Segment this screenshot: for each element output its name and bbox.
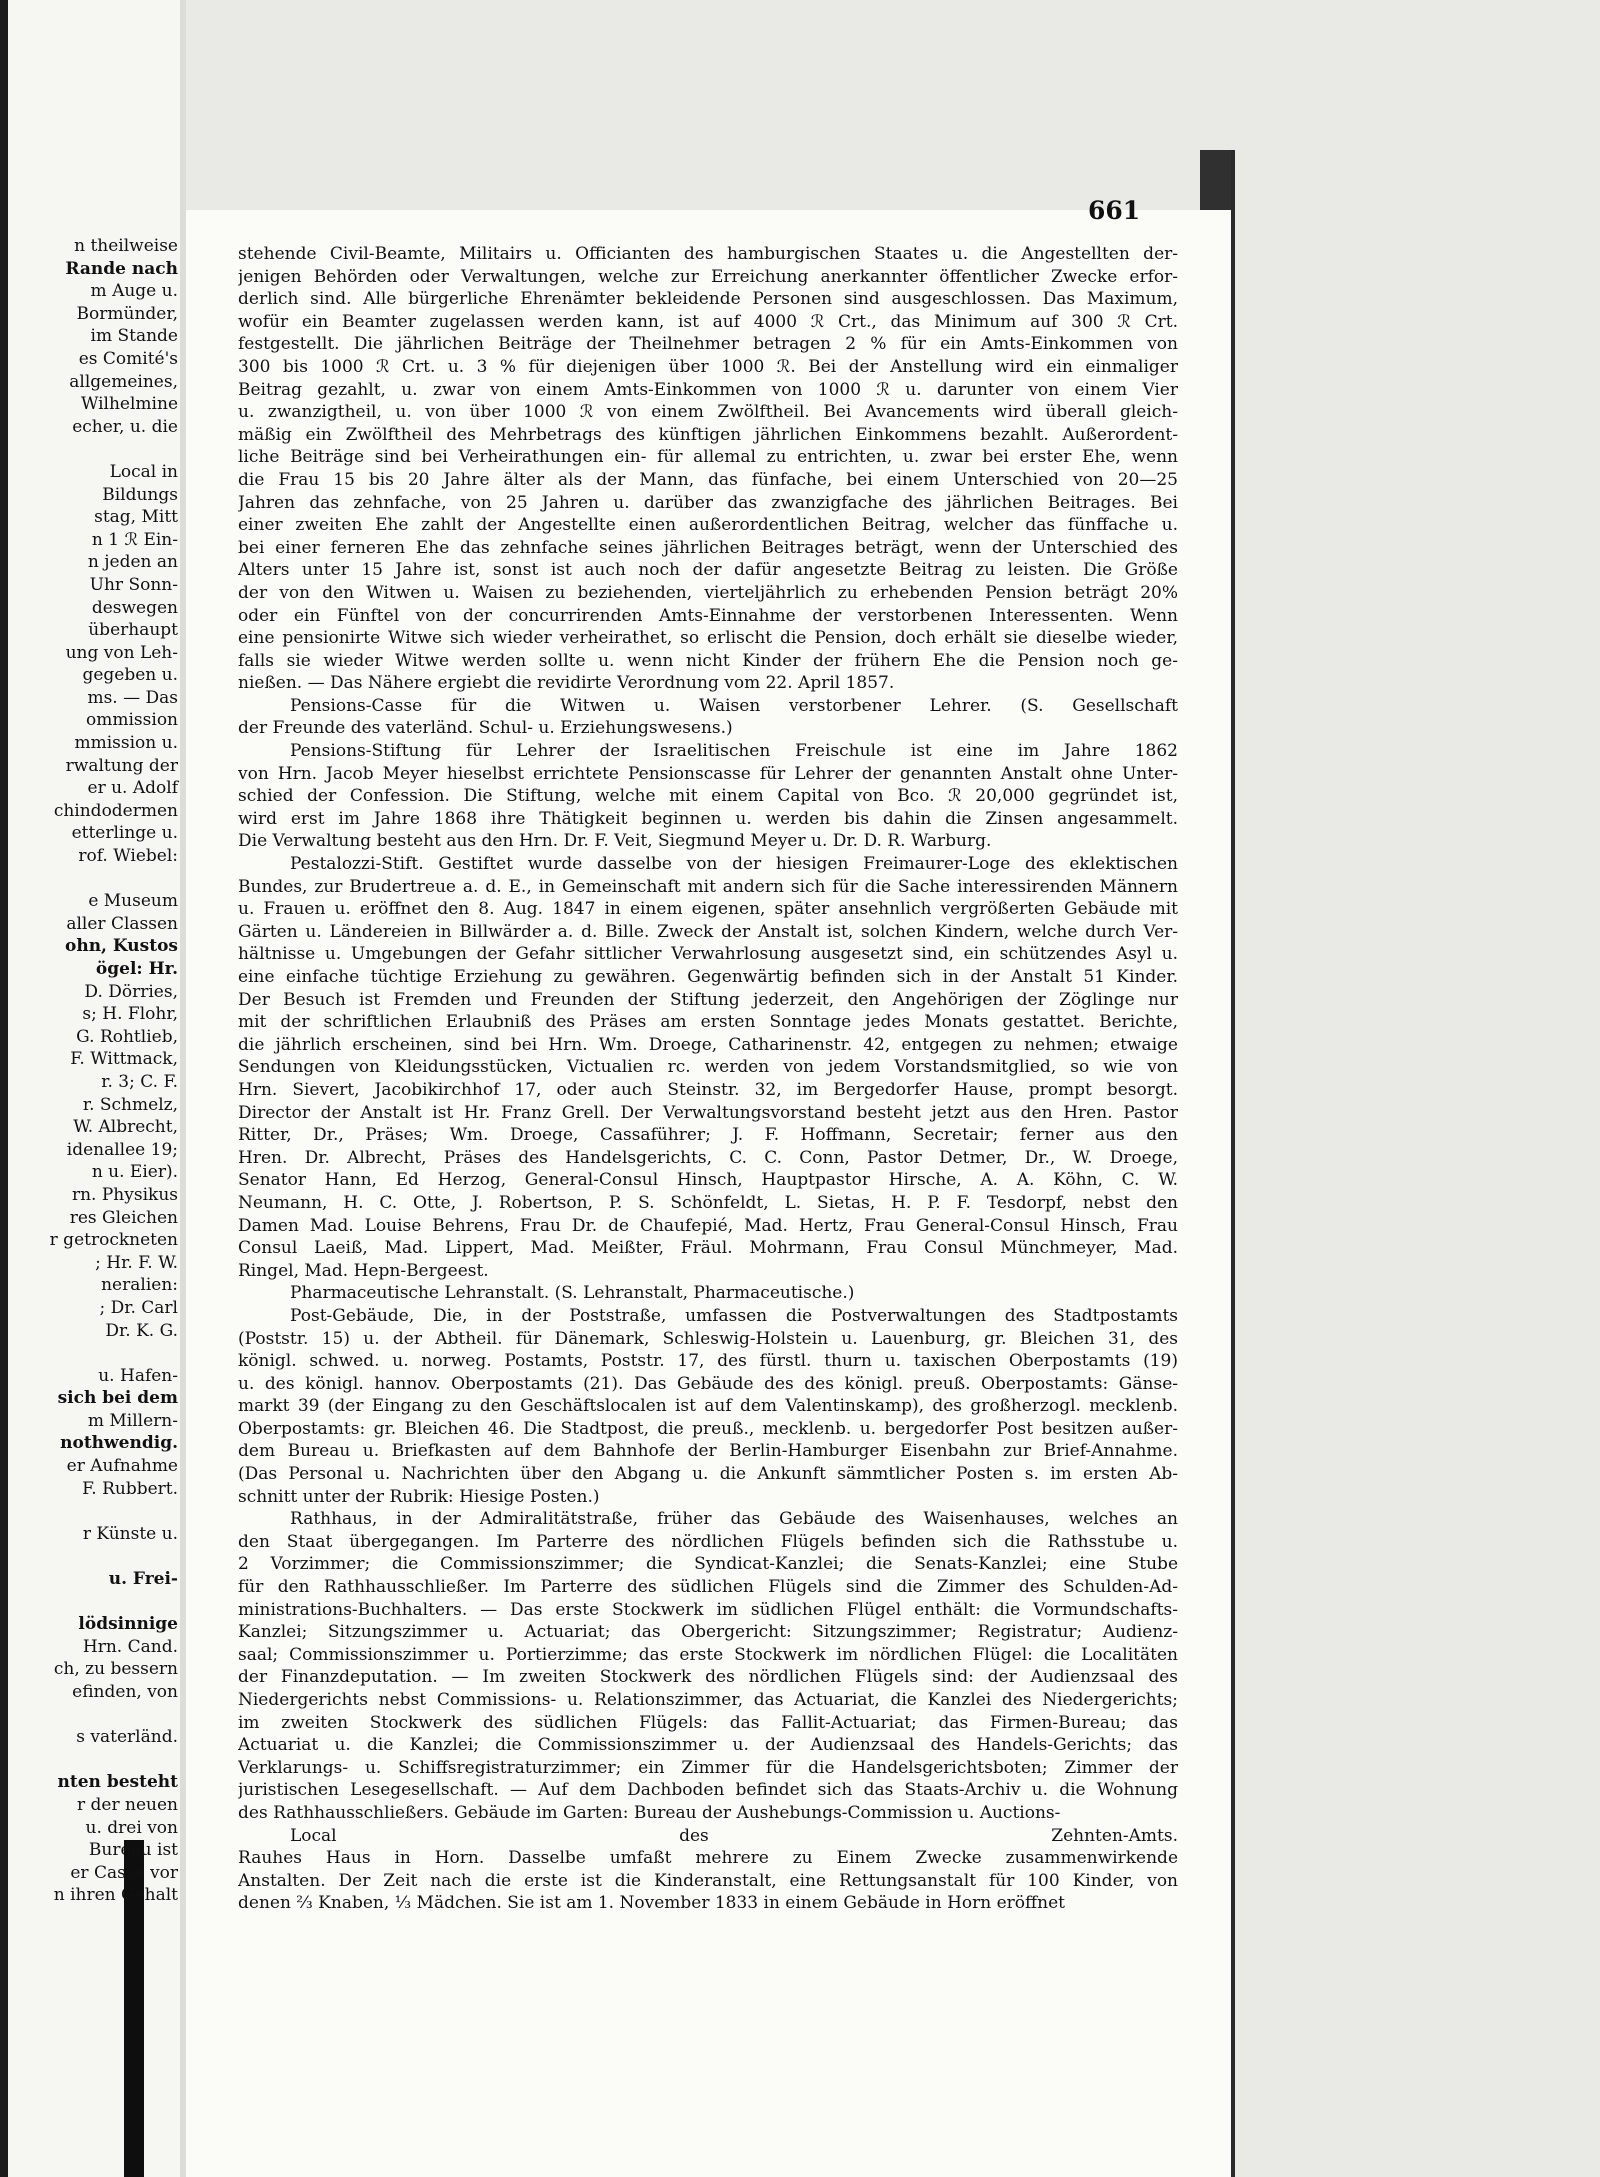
left-page-line: Dr. K. G.	[105, 1320, 178, 1341]
left-page-line: u. Hafen-	[98, 1365, 178, 1386]
text-line: Gärten u. Ländereien in Billwärder a. d. Bille. Zweck der Anstalt ist, solchen Kindern, welche durch Ver-	[238, 921, 1178, 942]
left-page-line: G. Rohtlieb,	[76, 1026, 178, 1047]
text-line: Damen Mad. Louise Behrens, Frau Dr. de Chaufepié, Mad. Hertz, Frau General-Consul Hinsch, Frau	[238, 1215, 1178, 1236]
left-page-gap	[10, 1342, 178, 1365]
text-line: wofür ein Beamter zugelassen werden kann, ist auf 4000 ℛ Crt., das Minimum auf 300 ℛ Crt.	[238, 311, 1178, 332]
left-page-line: n u. Eier).	[91, 1162, 178, 1183]
page-number: 661	[1088, 196, 1141, 225]
left-page-line: ohn, Kustos	[65, 936, 178, 957]
left-page-line: er Casse vor	[70, 1862, 178, 1883]
text-line: Beitrag gezahlt, u. zwar von einem Amts-Einkommen von 1000 ℛ u. darunter von einem Vier	[238, 379, 1178, 400]
text-line: Director der Anstalt ist Hr. Franz Grell. Der Verwaltungsvorstand besteht jetzt aus den Hren. Pastor	[238, 1102, 1178, 1123]
left-edge-shadow	[0, 0, 8, 2177]
left-page-line: F. Rubbert.	[82, 1478, 178, 1499]
text-line: u. zwanzigtheil, u. von über 1000 ℛ von einem Zwölftheil. Bei Avancements wird überall gleich-	[238, 402, 1178, 423]
left-page-line: n theilweise	[74, 236, 178, 256]
left-page-line: n ihren Gehalt	[53, 1885, 178, 1906]
text-line: einer zweiten Ehe zahlt der Angestellte einen außerordentlichen Beitrag, welcher das fünffache u.	[238, 515, 1178, 536]
text-line: Actuariat u. die Kanzlei; die Commissionszimmer u. der Audienzsaal des Handels-Gerichts; das	[238, 1735, 1178, 1756]
left-page-line: rn. Physikus	[71, 1184, 178, 1205]
entry-heading-line: Rathhaus, in der Admiralitätstraße, früher das Gebäude des Waisenhauses, welches an	[290, 1509, 1178, 1530]
text-line: jenigen Behörden oder Verwaltungen, welche zur Erreichung anerkannter öffentlicher Zwecke erfor-	[238, 266, 1178, 287]
text-line: 2 Vorzimmer; die Commissionszimmer; die Syndicat-Kanzlei; die Senats-Kanzlei; eine Stube	[238, 1554, 1178, 1575]
left-page-line: efinden, von	[72, 1682, 178, 1702]
text-line: mäßig ein Zwölftheil des Mehrbetrags des künftigen jährlichen Einkommens bezahlt. Außerordent-	[238, 424, 1178, 445]
text-line: u. Frauen u. eröffnet den 8. Aug. 1847 in einem eigenen, später ansehnlich vergrößerten Gebäude mit	[238, 899, 1178, 920]
text-line: denen ⅔ Knaben, ⅓ Mädchen. Sie ist am 1. November 1833 in einem Gebäude in Horn eröffnet	[238, 1893, 1065, 1914]
left-page-line: Bildungs	[102, 484, 178, 505]
text-line: Hren. Dr. Albrecht, Präses des Handelsgerichts, C. C. Conn, Pastor Detmer, Dr., W. Droege,	[238, 1147, 1178, 1168]
left-page-line: sich bei dem	[57, 1388, 178, 1409]
left-page-line: etterlinge u.	[71, 823, 178, 844]
text-line: die jährlich erscheinen, sind bei Hrn. Wm. Droege, Catharinenstr. 42, entgegen zu nehmen; etwaige	[238, 1034, 1178, 1055]
left-page-gap	[10, 438, 178, 461]
text-line: hältnisse u. Umgebungen der Gefahr sittlicher Verwahrlosung ausgesetzt sind, ein schützendes Asyl u.	[238, 944, 1178, 965]
text-line: Die Verwaltung besteht aus den Hrn. Dr. F. Veit, Siegmund Meyer u. Dr. D. R. Warburg.	[238, 831, 992, 852]
text-line: liche Beiträge sind bei Verheirathungen ein- für allemal zu entrichten, u. zwar bei erster Ehe, wenn	[238, 447, 1178, 468]
text-line: u. des königl. hannov. Oberpostamts (21). Das Gebäude des des königl. preuß. Oberpostamts: Gänse-	[238, 1373, 1178, 1394]
text-line: Niedergerichts nebst Commissions- u. Relationszimmer, das Actuariat, die Kanzlei des Niedergerichts;	[238, 1690, 1178, 1710]
main-text-column	[238, 243, 1178, 1915]
left-page-line: ; Hr. F. W.	[95, 1252, 178, 1273]
left-page-gap	[10, 1545, 178, 1568]
text-line: schnitt unter der Rubrik: Hiesige Posten.)	[238, 1486, 600, 1507]
text-line: die Frau 15 bis 20 Jahre älter als der Mann, das fünfache, bei einem Unterschied von 20—25	[238, 469, 1178, 490]
left-page-line: rof. Wiebel:	[78, 846, 178, 867]
left-page-line: n jeden an	[87, 552, 178, 573]
left-page-line: r. 3; C. F.	[101, 1071, 178, 1092]
text-line: bei einer ferneren Ehe das zehnfache seines jährlichen Beitrages beträgt, wenn der Unterschied des	[238, 537, 1178, 558]
text-line: von Hrn. Jacob Meyer hieselbst errichtete Pensionscasse für Lehrer der genannten Anstalt ohne Unter-	[238, 763, 1178, 784]
left-page-gap	[10, 1591, 178, 1614]
text-line: des Rathhausschließers. Gebäude im Garten: Bureau der Aushebungs-Commission u. Auctions-	[238, 1802, 1061, 1823]
text-line: stehende Civil-Beamte, Militairs u. Officianten des hamburgischen Staates u. die Angestellten der-	[238, 244, 1178, 264]
left-page-line: F. Wittmack,	[70, 1049, 178, 1070]
left-page-line: Wilhelmine	[80, 394, 178, 415]
left-page-line: idenallee 19;	[66, 1139, 178, 1160]
left-page-line: e Museum	[88, 891, 178, 912]
left-page-line: chindodermen	[53, 800, 178, 821]
left-page-line: ommission	[86, 710, 178, 731]
left-page-line: Hrn. Cand.	[82, 1636, 178, 1657]
text-line: (Poststr. 15) u. der Abtheil. für Dänemark, Schleswig-Holstein u. Lauenburg, gr. Bleichen 31, des	[238, 1328, 1178, 1349]
left-page-line: s vaterländ.	[76, 1727, 178, 1748]
text-line: Kanzlei; Sitzungszimmer u. Actuariat; das Obergericht: Sitzungszimmer; Registratur; Audienz-	[238, 1622, 1178, 1643]
left-page-line: mmission u.	[74, 733, 178, 754]
left-page-gap	[10, 1749, 178, 1772]
left-page-line: r getrockneten	[49, 1230, 178, 1251]
text-line: ministrations-Buchhalters. — Das erste Stockwerk im südlichen Flügel enthält: die Vormundschafts-	[238, 1599, 1178, 1620]
left-page-line: s; H. Flohr,	[82, 1004, 178, 1025]
text-line: Oberpostamts: gr. Bleichen 46. Die Stadtpost, die preuß., mecklenb. u. bergedorfer Post besitzen außer-	[238, 1418, 1178, 1439]
left-page-line: Bormünder,	[76, 303, 178, 324]
left-page-gap	[10, 868, 178, 891]
left-page-line: Uhr Sonn-	[89, 574, 178, 595]
text-line: Ritter, Dr., Präses; Wm. Droege, Cassaführer; J. F. Hoffmann, Secretair; ferner aus den	[238, 1125, 1178, 1146]
left-page-line: D. Dörries,	[84, 981, 178, 1002]
text-line: Der Besuch ist Fremden und Freunden der Stiftung jederzeit, den Angehörigen der Zöglinge nur	[238, 989, 1178, 1010]
text-line: Rauhes Haus in Horn. Dasselbe umfaßt mehrere zu Einem Zwecke zusammenwirkende	[238, 1848, 1178, 1869]
text-line: Senator Hann, Ed Herzog, General-Consul Hinsch, Hauptpastor Hirsche, A. A. Köhn, C. W.	[238, 1170, 1178, 1191]
left-page-gap	[10, 1500, 178, 1523]
left-page-line: es Comité's	[78, 348, 178, 369]
left-page-text-column	[10, 235, 178, 1907]
left-page-line: n 1 ℛ Ein-	[91, 529, 178, 550]
entry-heading-line: Local des Zehnten-Amts.	[290, 1825, 1178, 1846]
left-page-line: r der neuen	[77, 1794, 178, 1815]
binding-corner	[1200, 150, 1231, 210]
text-line: schied der Confession. Die Stiftung, welche mit einem Capital von Bco. ℛ 20,000 gegründet ist,	[238, 786, 1178, 807]
left-page-line: rwaltung der	[65, 755, 178, 776]
left-page-line: überhaupt	[88, 620, 178, 641]
text-line: nießen. — Das Nähere ergiebt die revidirte Verordnung vom 22. April 1857.	[238, 673, 895, 694]
left-page-line: ung von Leh-	[65, 642, 178, 663]
left-page-line: ; Dr. Carl	[99, 1297, 178, 1318]
text-line: Consul Laeiß, Mad. Lippert, Mad. Meißter, Fräul. Mohrmann, Frau Consul Münchmeyer, Mad.	[238, 1238, 1178, 1259]
entry-heading-line: Pensions-Casse für die Witwen u. Waisen verstorbener Lehrer. (S. Gesellschaft	[290, 695, 1178, 716]
text-line: der Freunde des vaterländ. Schul- u. Erziehungswesens.)	[238, 718, 733, 739]
left-page-line: gegeben u.	[82, 665, 178, 686]
text-line: Alters unter 15 Jahre ist, sonst ist auch noch der dafür angesetzte Beitrag zu leisten. Die Größe	[238, 560, 1178, 581]
left-page-line: lödsinnige	[78, 1614, 178, 1635]
text-line: mit der schriftlichen Erlaubniß des Präses am ersten Sonntage jedes Monats gestattet. Berichte,	[238, 1012, 1178, 1033]
text-line: Verklarungs- u. Schiffsregistraturzimmer; ein Zimmer für die Handelsgerichtsboten; Zimmer der	[238, 1757, 1178, 1778]
text-line: (Das Personal u. Nachrichten über den Abgang u. die Ankunft sämmtlicher Posten s. im ersten Ab-	[238, 1464, 1178, 1485]
text-line: Ringel, Mad. Hepn-Bergeest.	[238, 1260, 489, 1281]
left-page-line: Rande nach	[65, 258, 178, 279]
text-line: königl. schwed. u. norweg. Postamts, Poststr. 17, des fürstl. thurn u. taxischen Oberpostamts (19)	[238, 1351, 1178, 1372]
text-line: der Finanzdeputation. — Im zweiten Stockwerk des nördlichen Flügels sind: der Audienzsaal des	[238, 1667, 1178, 1688]
text-line: derlich sind. Alle bürgerliche Ehrenämter bekleidende Personen sind ausgeschlossen. Das Maximum,	[238, 289, 1178, 310]
text-line: markt 39 (der Eingang zu den Geschäftslocalen ist auf dem Valentinskamp), des großherzogl. mecklenb.	[238, 1396, 1178, 1417]
text-line: den Staat übergegangen. Im Parterre des nördlichen Flügels befinden sich die Rathsstube u.	[238, 1531, 1178, 1552]
entry-heading-line: Pensions-Stiftung für Lehrer der Israelitischen Freischule ist eine im Jahre 1862	[290, 741, 1178, 762]
left-page-line: r Künste u.	[82, 1523, 178, 1544]
left-page-line: ms. — Das	[87, 687, 178, 708]
text-line: dem Bureau u. Briefkasten auf dem Bahnhofe der Berlin-Hamburger Eisenbahn zur Brief-Annahme.	[238, 1441, 1178, 1462]
left-page-line: Local in	[109, 461, 178, 482]
text-line: 300 bis 1000 ℛ Crt. u. 3 % für diejenigen über 1000 ℛ. Bei der Anstellung wird ein einmaliger	[238, 356, 1178, 377]
left-page-line: u. drei von	[85, 1817, 178, 1838]
text-line: wird erst im Jahre 1868 ihre Thätigkeit beginnen u. werden bis dahin die Zinsen angesammelt.	[238, 808, 1178, 829]
left-page-line: aller Classen	[66, 913, 178, 934]
text-line: für den Rathhausschließer. Im Parterre des südlichen Flügels sind die Zimmer des Schulden-Ad-	[238, 1577, 1178, 1598]
left-page-line: echer, u. die	[72, 416, 178, 437]
left-page-line: neralien:	[101, 1275, 178, 1296]
left-page-line: er Aufnahme	[66, 1456, 178, 1477]
text-line: Bundes, zur Brudertreue a. d. E., in Gemeinschaft mit andern sich für die Sache interessirenden Männern	[238, 876, 1178, 897]
left-page-line: u. Frei-	[108, 1569, 178, 1590]
left-page-line: r. Schmelz,	[82, 1094, 178, 1115]
text-line: eine einfache tüchtige Erziehung zu gewähren. Gegenwärtig befinden sich in der Anstalt 51 Kinder.	[238, 967, 1178, 987]
text-line: Neumann, H. C. Otte, J. Robertson, P. S. Schönfeldt, L. Sietas, H. P. F. Tesdorpf, nebst den	[238, 1192, 1178, 1213]
left-page-line: Bureau ist	[88, 1840, 178, 1861]
left-page-line: m Auge u.	[90, 281, 178, 302]
text-line: festgestellt. Die jährlichen Beiträge der Theilnehmer betragen 2 % für ein Amts-Einkommen von	[238, 334, 1178, 355]
left-page-line: nothwendig.	[60, 1433, 178, 1454]
text-line: falls sie wieder Witwe werden sollte u. wenn nicht Kinder der frühern Ehe die Pension noch ge-	[238, 650, 1178, 671]
text-line: Anstalten. Der Zeit nach die erste ist die Kinderanstalt, eine Rettungsanstalt für 100 Kinder, von	[238, 1870, 1178, 1891]
text-line: Sendungen von Kleidungsstücken, Victualien rc. werden von jedem Vorstandsmitglied, so wie von	[238, 1057, 1178, 1078]
left-page-line: W. Albrecht,	[73, 1117, 178, 1138]
text-line: oder ein Fünftel von der concurrirenden Amts-Einnahme der verstorbenen Interessenten. Wenn	[238, 605, 1178, 626]
text-line: saal; Commissionszimmer u. Portierzimme; das erste Stockwerk im nördlichen Flügel: die Localitäten	[238, 1644, 1178, 1665]
entry-heading-line: Pharmaceutische Lehranstalt. (S. Lehranstalt, Pharmaceutische.)	[290, 1283, 855, 1304]
left-page-line: nten besteht	[57, 1772, 178, 1793]
text-line: der von den Witwen u. Waisen zu beziehenden, vierteljährlich zu erhebenden Pension beträgt 20%	[238, 582, 1178, 603]
entry-heading-line: Pestalozzi-Stift. Gestiftet wurde dasselbe von der hiesigen Freimaurer-Loge des eklektischen	[290, 854, 1178, 875]
left-page-line: im Stande	[90, 326, 178, 347]
entry-heading-line: Post-Gebäude, Die, in der Poststraße, umfassen die Postverwaltungen des Stadtpostamts	[290, 1305, 1178, 1326]
left-page-gap	[10, 1704, 178, 1727]
left-page-line: m Millern-	[87, 1410, 178, 1431]
left-page-line: allgemeines,	[69, 371, 178, 392]
left-page-line: er u. Adolf	[87, 778, 178, 799]
text-line: im zweiten Stockwerk des südlichen Flügels: das Fallit-Actuariat; das Firmen-Bureau; das	[238, 1712, 1178, 1733]
text-line: eine pensionirte Witwe sich wieder verheirathet, so erlischt die Pension, doch erhält sie dieselbe wieder,	[238, 628, 1178, 649]
left-page-line: deswegen	[91, 597, 178, 618]
left-page-line: ögel: Hr.	[95, 959, 178, 979]
right-edge-shadow	[1231, 150, 1235, 2177]
left-page-line: res Gleichen	[69, 1207, 178, 1228]
text-line: Hrn. Sievert, Jacobikirchhof 17, oder auch Steinstr. 32, im Bergedorfer Hause, prompt besorgt.	[238, 1079, 1178, 1100]
left-page-line: ch, zu bessern	[53, 1659, 178, 1680]
left-page-line: stag, Mitt	[94, 507, 178, 528]
text-line: juristischen Lesegesellschaft. — Auf dem Dachboden befindet sich das Staats-Archiv u. die Wohnung	[238, 1780, 1178, 1801]
text-line: Jahren das zehnfache, von 25 Jahren u. darüber das zwanzigfache des jährlichen Beitrages. Bei	[238, 492, 1178, 513]
